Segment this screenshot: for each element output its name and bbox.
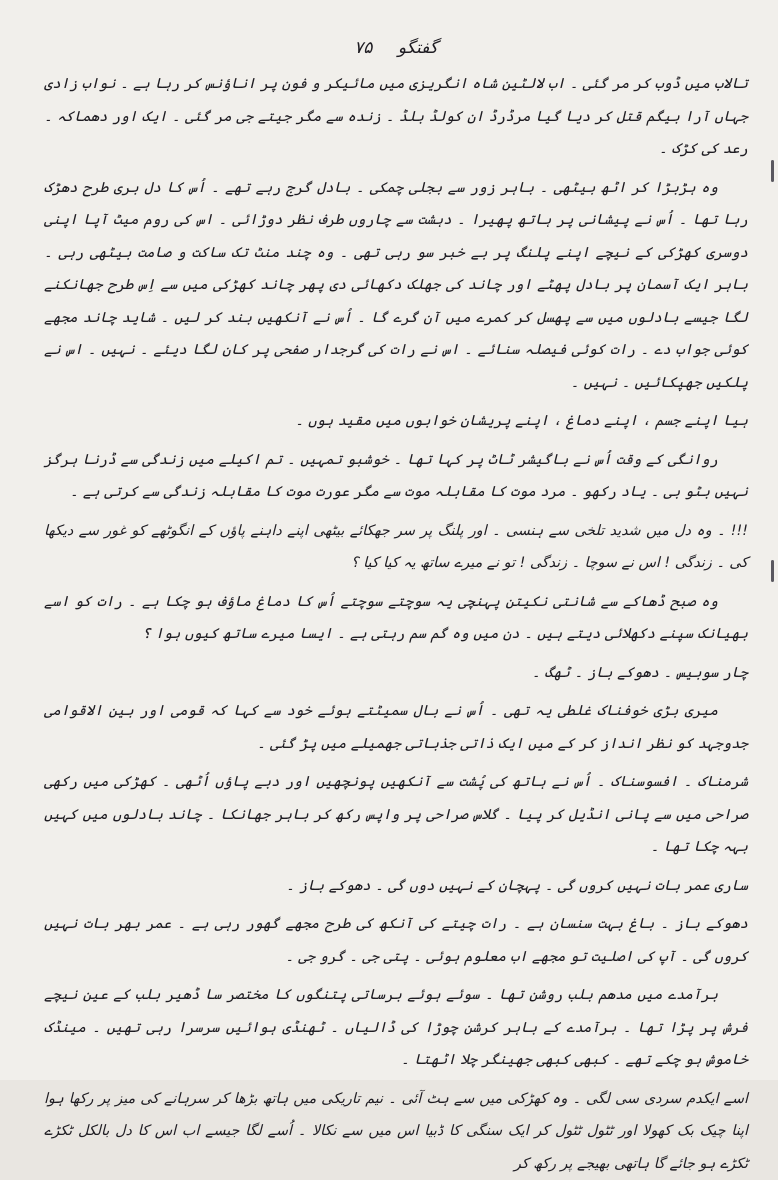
- page-title: گفتگو: [398, 38, 438, 58]
- paragraph: چار سوبیس ۔ دھوکے باز ۔ ٹھگ ۔: [44, 657, 748, 690]
- paragraph: وہ صبح ڈھاکے سے شانتی نکیتن پہنچی یہ سوچتے سوچتے اُس کا دماغ ماؤف ہو چکا ہے ۔ رات کو اسے بھیانک سپنے دکھلائی دیتے ہیں ۔ دن میں وہ گم سم رہتی ہے ۔ ایسا میرے ساتھ کیوں ہوا ؟: [44, 586, 748, 651]
- page-header: [44, 28, 748, 68]
- body-text: [44, 68, 748, 1180]
- paragraph: وہ ہڑبڑا کر اٹھ بیٹھی ۔ باہر زور سے بجلی چمکی ۔ بادل گرج رہے تھے ۔ اُس کا دل بری طرح دھڑک رہا تھا ۔ اُس نے پیشانی پر ہاتھ پھیرا ۔ دہشت سے چاروں طرف نظر دوڑائی ۔ اس کی روم میٹ آپا اپنی دوسری کھڑکی کے نیچے اپنے پلنگ پر بے خبر سو رہی تھی ۔ وہ چند منٹ تک ساکت و صامت بیٹھی رہی ۔ باہر ایک آسمان پر بادل پھٹے اور چاند کی جھلک دکھائی دی پھر چاند کھڑکی میں سے اِس طرح جھانکنے لگا جیسے بادلوں میں سے پھسل کر کمرے میں آن گرے گا ۔ اُس نے آنکھیں بند کر لیں ۔ شاید چاند مجھے کوئی جواب دے ۔ رات کوئی فیصلہ سنائے ۔ اس نے رات کی گرجدار صفحی پر کان لگا دیئے ۔ نہیں ۔ اس نے پلکیں جھپکائیں ۔ نہیں ۔: [44, 172, 748, 400]
- paragraph: تالاب میں ڈوب کر مر گئی ۔ اب لالٹین شاہ انگریزی میں مائیکر و فون پر اناؤنس کر رہا ہے ۔ نواب زادی جہاں آرا بیگم قتل کر دیا گیا مرڈرڈ ان کولڈ بلڈ ۔ زندہ سے مگر جیتے جی مر گئی ۔ ایک اور دھماکہ ۔ رعد کی کڑک ۔: [44, 68, 748, 166]
- margin-mark: [771, 560, 774, 582]
- paragraph: برآمدے میں مدھم بلب روشن تھا ۔ سوئے ہوئے برساتی پتنگوں کا مختصر سا ڈھیر بلب کے عین نیچے فرش پر پڑا تھا ۔ برآمدے کے باہر کرشن چوڑا کی ڈالیاں ۔ ٹھنڈی ہوائیں سرسرا رہی تھیں ۔ مینڈک خاموش ہو چکے تھے ۔ کبھی کبھی جھینگر چلا اٹھتا ۔: [44, 979, 748, 1077]
- paragraph: میری بڑی خوفناک غلطی یہ تھی ۔ اُس نے بال سمیٹتے ہوئے خود سے کہا کہ قومی اور بین الاقوامی جدوجہد کو نظر انداز کر کے میں ایک ذاتی جذباتی جھمیلے میں پڑ گئی ۔: [44, 695, 748, 760]
- paragraph: ساری عمر بات نہیں کروں گی ۔ پہچان کے نہیں دوں گی ۔ دھوکے باز ۔: [44, 870, 748, 903]
- paragraph: شرمناک ۔ افسوسناک ۔ اُس نے ہاتھ کی پُشت سے آنکھیں پونچھیں اور دبے پاؤں اُٹھی ۔ کھڑکی میں رکھی صراحی میں سے پانی انڈیل کر پیا ۔ گلاس صراحی پر واپس رکھ کر باہر جھانکا ۔ چاند بادلوں میں کہیں بہہ چکا تھا ۔: [44, 766, 748, 864]
- margin-mark: [771, 160, 774, 182]
- paragraph: روانگی کے وقت اُس نے باگیشر ٹاٹ پر کہا تھا ۔ خوشبو تمہیں ۔ تم اکیلے میں زندگی سے ڈرنا ہرگز نہیں بٹو بی ۔ یاد رکھو ۔ مرد موت کا مقابلہ موت سے مگر عورت موت کا مقابلہ زندگی سے کرتی ہے ۔: [44, 444, 748, 509]
- paragraph: دھوکے باز ۔ باغ بہت سنسان ہے ۔ رات چیتے کی آنکھ کی طرح مجھے گھور رہی ہے ۔ عمر بھر بات نہیں کروں گی ۔ آپ کی اصلیت تو مجھے اب معلوم ہوئی ۔ پتی جی ۔ گرو جی ۔: [44, 908, 748, 973]
- paragraph: ہیا اپنے جسم ، اپنے دماغ ، اپنے پریشان خوابوں میں مقید ہوں ۔: [44, 405, 748, 438]
- page-number: ۷۵: [354, 38, 372, 58]
- paragraph: !!! ۔ وہ دل میں شدید تلخی سے ہنسی ۔ اور پلنگ پر سر جھکائے بیٹھی اپنے داہنے پاؤں کے انگوٹھے کو غور سے دیکھا کی ۔ زندگی ! اس نے سوچا ۔ زندگی ! تو نے میرے ساتھ یہ کیا کیا ؟: [44, 515, 748, 580]
- paragraph: اسے ایکدم سردی سی لگی ۔ وہ کھڑکی میں سے ہٹ آئی ۔ نیم تاریکی میں ہاتھ بڑھا کر سرہانے کی میز پر رکھا ہوا اپنا چیک بک کھولا اور ٹٹول ٹٹول کر ایک سنگی کا ڈبیا اس میں سے نکالا ۔ اُسے لگا جیسے اب اس کا دل بالکل ٹکڑے ٹکڑے ہو جائے گا ہاتھی بھیجے پر رکھ کر: [44, 1083, 748, 1180]
